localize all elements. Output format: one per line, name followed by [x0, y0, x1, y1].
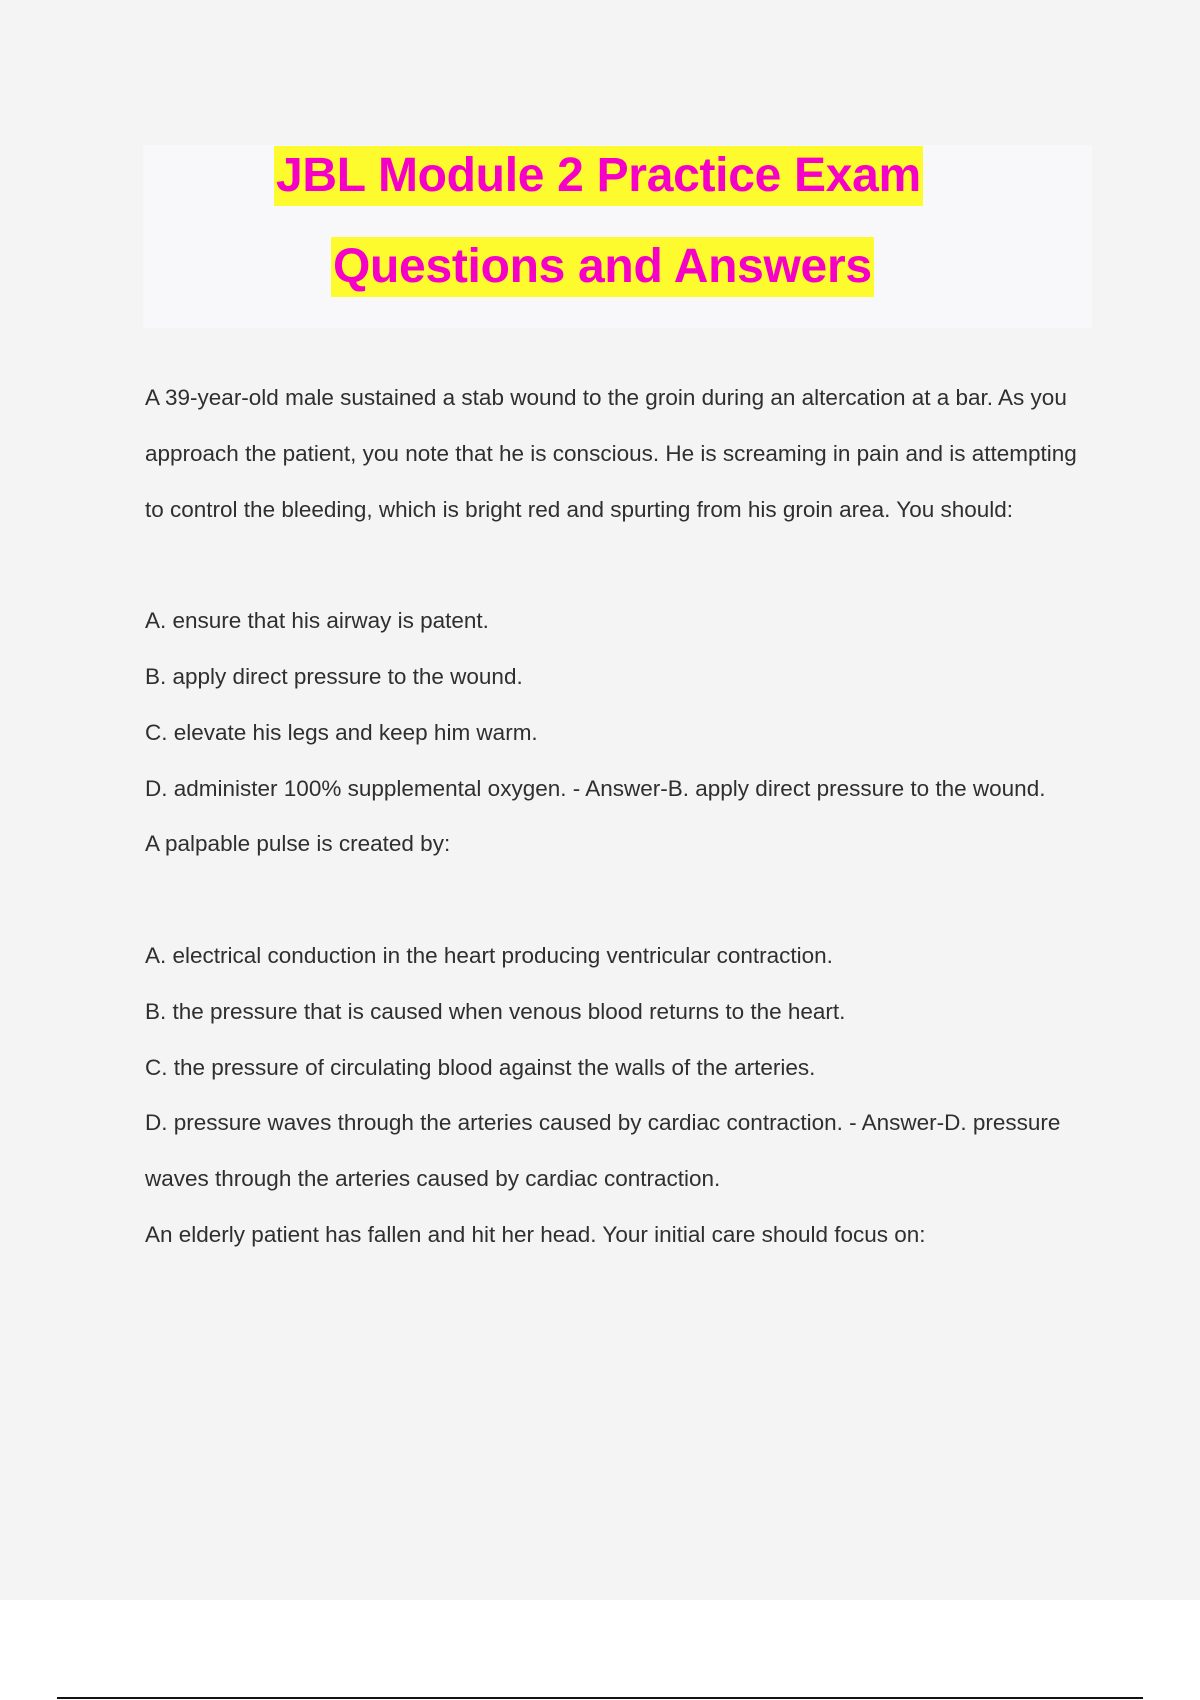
- question-2-option-b: B. the pressure that is caused when venous blood returns to the heart.: [145, 998, 846, 1024]
- question-3-stem: An elderly patient has fallen and hit her head. Your initial care should focus on:: [145, 1221, 926, 1247]
- page-title-line-1: JBL Module 2 Practice Exam: [274, 146, 923, 206]
- question-2-option-d-answer: D. pressure waves through the arteries caused by cardiac contraction. - Answer-D. pressure waves through the arteries caused by cardiac contraction.: [145, 1110, 1061, 1192]
- question-2-option-a: A. electrical conduction in the heart producing ventricular contraction.: [145, 942, 833, 968]
- question-2-stem: A palpable pulse is created by:: [145, 831, 451, 857]
- question-1-option-b: B. apply direct pressure to the wound.: [145, 663, 523, 689]
- question-2-option-c: C. the pressure of circulating blood against the walls of the arteries.: [145, 1054, 816, 1080]
- question-1-option-c: C. elevate his legs and keep him warm.: [145, 719, 538, 745]
- spacer: [145, 537, 1090, 593]
- question-1-stem: A 39-year-old male sustained a stab wound to the groin during an altercation at a bar. As you approach the patient, you note that he is conscious. He is screaming in pain and is attempting to control the bleeding, which is bright red and spurting from his groin area. You should:: [145, 385, 1077, 522]
- spacer: [145, 872, 1090, 928]
- document-body: [145, 370, 1090, 1263]
- question-1-option-a: A. ensure that his airway is patent.: [145, 608, 489, 634]
- footer-divider: [57, 1697, 1143, 1699]
- page-title-line-2: Questions and Answers: [331, 237, 874, 297]
- question-1-option-d-answer: D. administer 100% supplemental oxygen. - Answer-B. apply direct pressure to the wound.: [145, 775, 1046, 801]
